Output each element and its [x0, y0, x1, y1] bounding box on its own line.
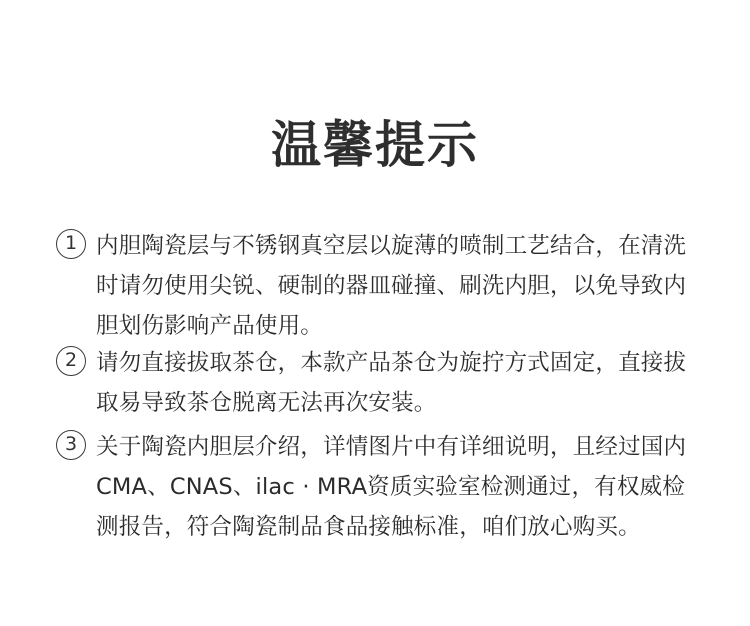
tip-text-2: 请勿直接拔取茶仓，本款产品茶仓为旋拧方式固定，直接拔取易导致茶仓脱离无法再次安装。	[96, 350, 687, 416]
tip-item-1	[56, 226, 706, 346]
circled-number-3: 3	[56, 430, 86, 460]
circled-number-2: 2	[56, 346, 86, 376]
circled-number-1: 1	[56, 229, 86, 259]
tip-text-1: 内胆陶瓷层与不锈钢真空层以旋薄的喷制工艺结合，在清洗时请勿使用尖锐、硬制的器皿碰撞、刷洗内胆，以免导致内胆划伤影响产品使用。	[96, 233, 687, 339]
page-title: 温馨提示	[271, 116, 479, 174]
tip-item-3	[56, 427, 706, 547]
tip-item-2	[56, 343, 706, 423]
tip-text-3: 关于陶瓷内胆层介绍，详情图片中有详细说明，且经过国内CMA、CNAS、ilac · MRA资质实验室检测通过，有权威检测报告，符合陶瓷制品食品接触标准，咱们放心购买。	[96, 434, 687, 540]
